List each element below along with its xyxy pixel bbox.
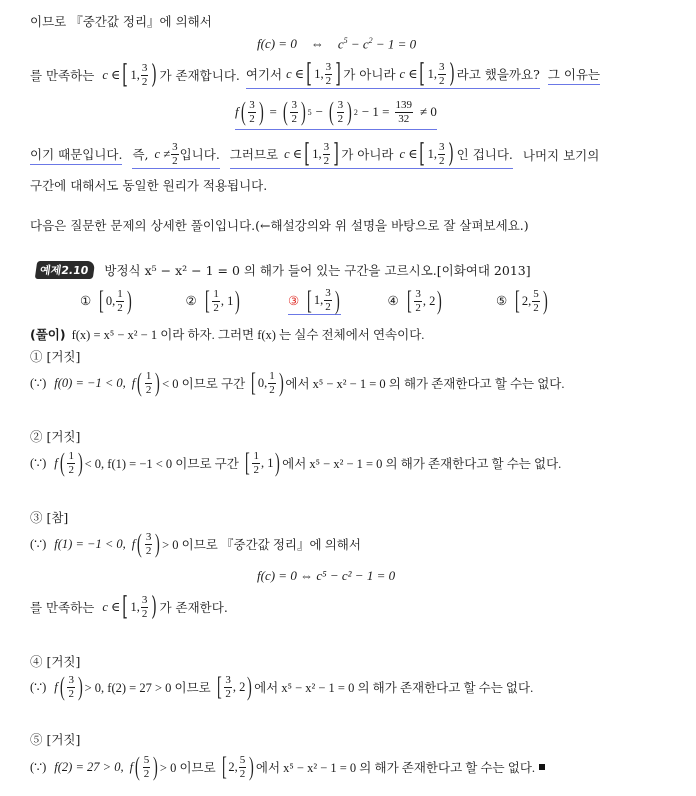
text: > 0, f(2) = 27 > 0 이므로 xyxy=(84,681,211,695)
solution-intro xyxy=(30,325,424,343)
choice-3[interactable]: ③ [ 1, $\frac{3}{2}$ ) xyxy=(288,285,340,315)
c-in: c ∈ xyxy=(102,600,121,614)
text: f(2) = 27 > 0, xyxy=(54,759,124,774)
text: 이기 때문입니다. xyxy=(30,145,122,165)
text: 인 겁니다. xyxy=(456,147,513,162)
item-2-body: (∵) f ( $\frac{1}{2}$ ) < 0, f(1) = −1 < 0 이므로 구간 [ $\frac{1}{2}$ , 1 ) 에서 x⁵ − x² − 1 = 0 의 해가 존재한다고 할 수는 없다. xyxy=(30,448,562,477)
item-3-head: ③ [참] xyxy=(30,510,69,525)
equation-f-3-2: f ( $\frac{3}{2}$ ) = ( $\frac{3}{2}$ ) 5 − ( $\frac{3}{2}$ ) 2 − 1 = $\frac{139}{32}$ ≠ 0 xyxy=(235,96,437,130)
f-symbol: f xyxy=(235,104,239,119)
item-1-head: ① [거짓] xyxy=(30,349,81,364)
equals: = xyxy=(269,104,277,119)
intro-line-3: 를 만족하는 c ∈ [ 1, $\frac{3}{2}$ ) 가 존재합니다. 여기서 c ∈ [ 1, $\frac{3}{2}$ ] 가 아니라 c ∈ [ 1, $\frac{3}{2}$ ) 라고 했을까요? 그 이유는 xyxy=(30,59,601,90)
text: < 0, f(1) = −1 < 0 이므로 구간 xyxy=(84,457,239,471)
text: 가 존재합니다. xyxy=(159,68,240,83)
because-symbol: (∵) xyxy=(30,680,47,694)
minus: − xyxy=(315,104,323,119)
intro-line-5 xyxy=(30,138,599,172)
text: 에서 x⁵ − x² − 1 = 0 의 해가 존재한다고 할 수는 없다. xyxy=(255,761,536,775)
iff-symbol: ⇔ xyxy=(310,36,324,52)
because-symbol: (∵) xyxy=(30,760,47,774)
text: 여기서 xyxy=(245,67,283,82)
item-1-body: (∵) f(0) = −1 < 0, f ( $\frac{1}{2}$ ) < 0 이므로 구간 [ 0, $\frac{1}{2}$ ) 에서 x⁵ − x² − 1 = 0 의 해가 존재한다고 할 수는 없다. xyxy=(30,368,565,397)
equation-ivt xyxy=(257,36,416,52)
text: 즉, xyxy=(132,147,149,162)
text: 그러므로 xyxy=(229,147,279,162)
text: 를 만족하는 xyxy=(30,600,95,615)
choice-number-correct: ③ xyxy=(288,293,300,308)
text: 에서 x⁵ − x² − 1 = 0 의 해가 존재한다고 할 수는 없다. xyxy=(285,377,565,391)
intro-line-7: 다음은 질문한 문제의 상세한 풀이입니다.(←해설강의와 위 설명을 바탕으로 잘 살펴보세요.) xyxy=(30,218,529,233)
fraction-3-2: $\frac{3}{2}$ xyxy=(141,61,148,88)
minus-one: − 1 = xyxy=(361,104,390,119)
because-symbol: (∵) xyxy=(30,376,47,390)
example-badge: 예제2.10 xyxy=(35,261,96,279)
text: 에서 x⁵ − x² − 1 = 0 의 해가 존재한다고 할 수는 없다. xyxy=(282,457,562,471)
text: < 0 이므로 구간 xyxy=(162,377,246,391)
item-5-body: (∵) f(2) = 27 > 0, f ( $\frac{5}{2}$ ) > 0 이므로 [ 2, $\frac{5}{2}$ ) 에서 x⁵ − x² − 1 = 0 의 해가 존재한다고 할 수는 없다. xyxy=(30,750,545,784)
eq-lhs: f(c) = 0 xyxy=(257,36,297,52)
text: > 0 이므로 xyxy=(159,761,216,775)
underlined-question: 여기서 c ∈ [ 1, $\frac{3}{2}$ ] 가 아니라 c ∈ [ 1, $\frac{3}{2}$ ) 라고 했을까요? xyxy=(245,59,540,89)
item-2-head: ② [거짓] xyxy=(30,429,81,444)
c-in: c ∈ xyxy=(102,68,121,82)
choice-number: ① xyxy=(80,294,92,308)
item-4-body: (∵) f ( $\frac{3}{2}$ ) > 0, f(2) = 27 > 0 이므로 [ $\frac{3}{2}$ , 2 ) 에서 x⁵ − x² − 1 = 0 의 해가 존재한다고 할 수는 없다. xyxy=(30,672,534,701)
solution-label: (풀이) xyxy=(30,327,66,342)
choice-4[interactable]: ④ [ $\frac{3}{2}$ , 2 ) xyxy=(387,286,443,315)
item-3-conclusion: 를 만족하는 c ∈ [ 1, $\frac{3}{2}$ ) 가 존재한다. xyxy=(30,592,228,622)
bracket: [ xyxy=(122,60,129,90)
choices xyxy=(80,284,549,318)
choice-number: ② xyxy=(185,294,197,308)
choice-number: ⑤ xyxy=(496,294,508,308)
text: > 0 이므로 『중간값 정리』에 의해서 xyxy=(162,538,361,552)
choice-number: ④ xyxy=(387,294,399,308)
text: 가 존재한다. xyxy=(159,600,228,615)
choice-2[interactable]: ② [ $\frac{1}{2}$ , 1 ) xyxy=(185,286,241,315)
intro-line-6: 구간에 대해서도 동일한 원리가 적용됩니다. xyxy=(30,178,268,193)
text: f(1) = −1 < 0, xyxy=(54,536,126,551)
exponent: 5 xyxy=(307,107,312,117)
exponent: 2 xyxy=(353,107,358,117)
item-4-head: ④ [거짓] xyxy=(30,654,81,669)
item-3-equation: f(c) = 0 ⇔ c⁵ − c² − 1 = 0 xyxy=(257,568,396,583)
underlined-reason: 그 이유는 xyxy=(548,65,600,85)
text: 를 만족하는 xyxy=(30,68,95,83)
text: 에서 x⁵ − x² − 1 = 0 의 해가 존재한다고 할 수는 없다. xyxy=(254,681,534,695)
c-neq: c ≠ xyxy=(154,146,171,161)
not-equal-zero: ≠ 0 xyxy=(420,104,437,119)
eq-rhs: $c^5 - c^2 - 1 = 0$ xyxy=(337,36,417,52)
underlined-therefore: 그러므로 c ∈ [ 1, $\frac{3}{2}$ ] 가 아니라 c ∈ [ 1, $\frac{3}{2}$ ) 인 겁니다. xyxy=(229,139,513,169)
text: 가 아니라 xyxy=(341,147,394,162)
item-5-head: ⑤ [거짓] xyxy=(30,732,81,747)
end-of-proof-icon xyxy=(539,764,545,770)
problem-statement xyxy=(36,261,531,279)
choice-1[interactable]: ① [ 0, $\frac{1}{2}$ ) xyxy=(80,286,132,315)
text: 가 아니라 xyxy=(343,67,396,82)
solution-intro-text: f(x) = x⁵ − x² − 1 이라 하자. 그러면 f(x) 는 실수 전체에서 연속이다. xyxy=(71,328,425,342)
item-3-body: (∵) f(1) = −1 < 0, f ( $\frac{3}{2}$ ) > 0 이므로 『중간값 정리』에 의해서 xyxy=(30,529,361,558)
text: f(0) = −1 < 0, xyxy=(54,375,126,390)
text: 라고 했을까요? xyxy=(456,67,540,82)
underlined-c-neq: 즉, c ≠ $\frac{3}{2}$ 입니다. xyxy=(132,140,220,167)
because-symbol: (∵) xyxy=(30,537,47,551)
denominator: 32 xyxy=(398,112,410,125)
because-symbol: (∵) xyxy=(30,456,47,470)
text: 입니다. xyxy=(179,147,220,162)
problem-text: 방정식 x⁵ − x² − 1 = 0 의 해가 들어 있는 구간을 고르시오.[이화여대 2013] xyxy=(104,263,531,278)
text: 나머지 보기의 xyxy=(522,148,600,163)
choice-5[interactable]: ⑤ [ 2, $\frac{5}{2}$ ) xyxy=(496,286,548,315)
intro-line-1: 이므로 『중간값 정리』에 의해서 xyxy=(30,14,212,29)
numerator: 139 xyxy=(395,98,413,111)
